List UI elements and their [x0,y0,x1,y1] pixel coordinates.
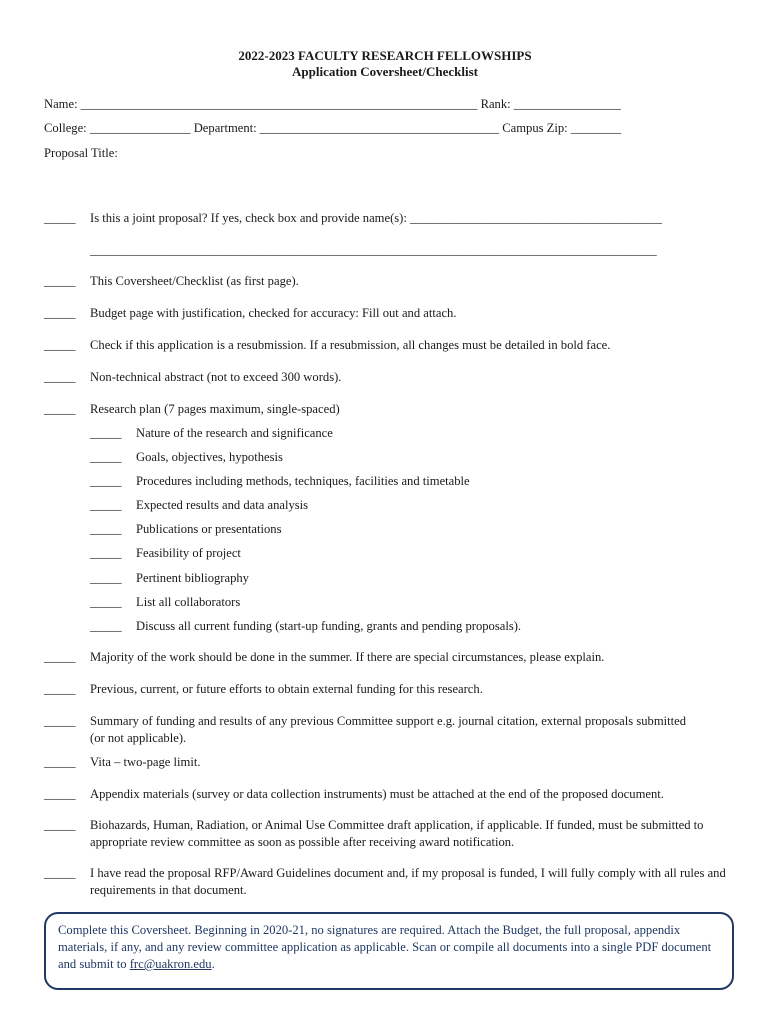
checklist-blank[interactable]: _____ [44,787,76,801]
research-plan-subitem: Expected results and data analysis [136,498,309,512]
checklist-item: Biohazards, Human, Radiation, or Animal Use Committee draft application, if applicable. If funded, must be submitted to appropriate review committee as soon as possible after receiving award notification. [90,818,704,849]
checklist-blank[interactable]: _____ [44,818,76,832]
subitem-blank[interactable]: _____ [90,522,122,536]
subitem-blank[interactable]: _____ [90,571,122,585]
checklist-blank[interactable]: _____ [44,714,76,728]
checklist-item: This Coversheet/Checklist (as first page). [90,274,299,288]
checklist-blank[interactable]: _____ [44,402,76,416]
subitem-blank[interactable]: _____ [90,426,122,440]
joint-proposal-checkbox-blank[interactable]: _____ [44,211,76,225]
subitem-blank[interactable]: _____ [90,619,122,633]
notice-end: . [211,957,215,971]
checklist-blank[interactable]: _____ [44,370,76,384]
research-plan-subitem: Goals, objectives, hypothesis [136,450,283,464]
checklist-blank[interactable]: _____ [44,338,76,352]
checklist-blank[interactable]: _____ [44,682,76,696]
notice-body: Complete this Coversheet. Beginning in 2020-21, no signatures are required. Attach the Budget, the full proposal, appendix materials, if any, and any review committee application as applicable. Scan or compile all documents into a single PDF document and submit to [58,923,712,971]
checklist-blank[interactable]: _____ [44,755,76,769]
checklist-blank[interactable]: _____ [44,650,76,664]
subitem-blank[interactable]: _____ [90,498,122,512]
checklist-item: Non-technical abstract (not to exceed 300 words). [90,370,342,384]
joint-proposal-names-line[interactable]: __________________________________________________________________________________________ [90,243,657,257]
research-plan-subitem: Pertinent bibliography [136,571,249,585]
joint-proposal-label: Is this a joint proposal? If yes, check box and provide name(s): ________________________________________ [90,211,662,225]
checklist-item: I have read the proposal RFP/Award Guidelines document and, if my proposal is funded, I will fully comply with all rules and requirements in that document. [90,866,726,897]
research-plan-subitem: Feasibility of project [136,546,241,560]
checklist-item: Vita – two-page limit. [90,755,201,769]
subitem-blank[interactable]: _____ [90,546,122,560]
proposal-title-field[interactable]: Proposal Title: [44,146,118,160]
document-title [0,48,770,80]
checklist-blank[interactable]: _____ [44,274,76,288]
checklist-item: Previous, current, or future efforts to obtain external funding for this research. [90,682,483,696]
title-line: 2022-2023 FACULTY RESEARCH FELLOWSHIPS [238,48,532,63]
checklist-blank[interactable]: _____ [44,866,76,880]
checklist-item: Majority of the work should be done in the summer. If there are special circumstances, please explain. [90,650,605,664]
checklist-item: Budget page with justification, checked for accuracy: Fill out and attach. [90,306,457,320]
checklist-item: Appendix materials (survey or data collection instruments) must be attached at the end of the proposed document. [90,787,664,801]
college-department-zip-field[interactable]: College: ________________ Department: ______________________________________ Campus Zip: ________ [44,121,622,135]
subitem-blank[interactable]: _____ [90,595,122,609]
research-plan-subitem: List all collaborators [136,595,241,609]
checklist-item: Check if this application is a resubmission. If a resubmission, all changes must be detailed in bold face. [90,338,611,352]
email-link[interactable]: frc@uakron.edu [129,957,212,971]
research-plan-subitem: Nature of the research and significance [136,426,333,440]
research-plan-subitem: Procedures including methods, techniques, facilities and timetable [136,474,470,488]
research-plan-subitem: Publications or presentations [136,522,282,536]
notice-text [58,922,722,973]
subtitle-line: Application Coversheet/Checklist [292,64,478,79]
subitem-blank[interactable]: _____ [90,474,122,488]
checklist-blank[interactable]: _____ [44,306,76,320]
name-rank-field[interactable]: Name: _______________________________________________________________ Rank: _________________ [44,97,621,111]
checklist-item-research-plan: Research plan (7 pages maximum, single-spaced) [90,402,340,416]
research-plan-subitem: Discuss all current funding (start-up funding, grants and pending proposals). [136,619,522,633]
subitem-blank[interactable]: _____ [90,450,122,464]
checklist-item: Summary of funding and results of any previous Committee support e.g. journal citation, external proposals submitted (or not applicable). [90,714,686,745]
